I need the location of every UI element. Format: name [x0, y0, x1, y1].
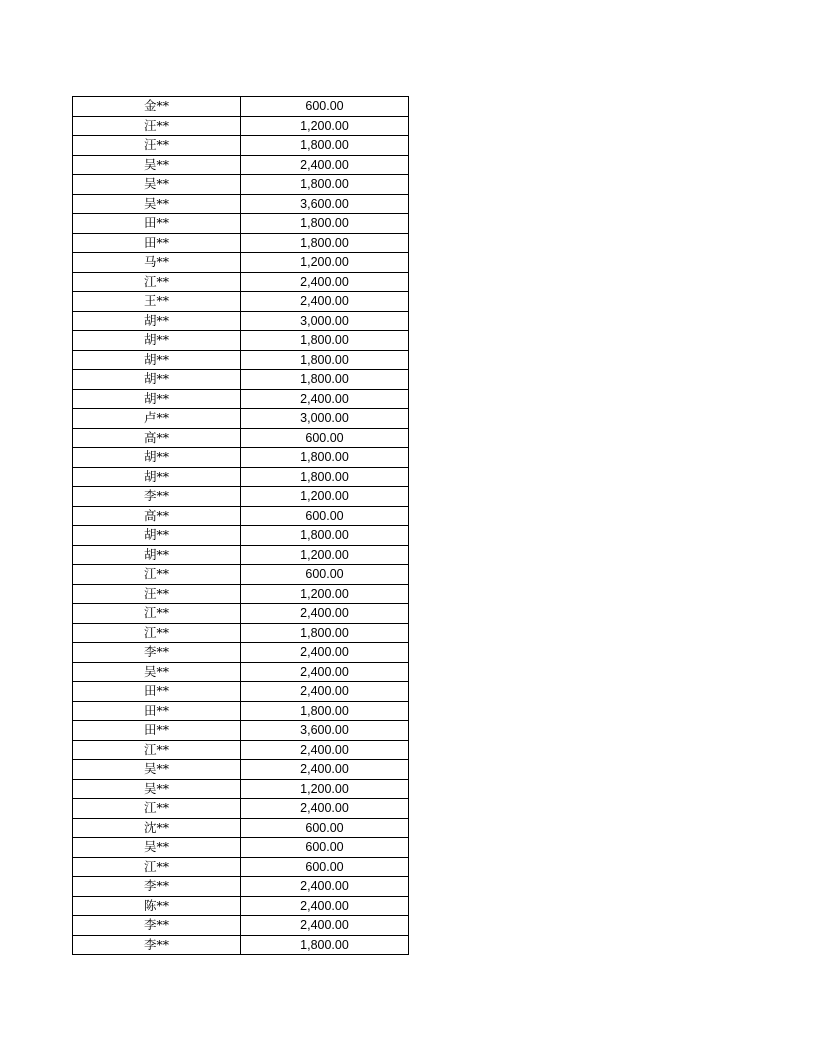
ledger-table [72, 96, 409, 955]
amount-cell: 1,200.00 [241, 779, 409, 799]
table-row [73, 701, 409, 721]
table-row [73, 643, 409, 663]
amount-cell: 3,000.00 [241, 409, 409, 429]
table-row [73, 799, 409, 819]
name-cell: 吴** [73, 194, 241, 214]
name-cell: 李** [73, 877, 241, 897]
table-row [73, 896, 409, 916]
table-row [73, 331, 409, 351]
table-row [73, 389, 409, 409]
table-row [73, 779, 409, 799]
table-row [73, 935, 409, 955]
amount-cell: 2,400.00 [241, 896, 409, 916]
amount-cell: 1,800.00 [241, 935, 409, 955]
name-cell: 吴** [73, 155, 241, 175]
amount-cell: 1,200.00 [241, 116, 409, 136]
amount-cell: 1,800.00 [241, 467, 409, 487]
table-row [73, 818, 409, 838]
amount-cell: 3,600.00 [241, 194, 409, 214]
amount-cell: 1,800.00 [241, 175, 409, 195]
name-cell: 胡** [73, 311, 241, 331]
name-cell: 李** [73, 487, 241, 507]
name-cell: 江** [73, 799, 241, 819]
table-row [73, 623, 409, 643]
table-row [73, 467, 409, 487]
name-cell: 胡** [73, 389, 241, 409]
amount-cell: 2,400.00 [241, 682, 409, 702]
amount-cell: 600.00 [241, 428, 409, 448]
amount-cell: 1,800.00 [241, 448, 409, 468]
name-cell: 胡** [73, 448, 241, 468]
amount-cell: 2,400.00 [241, 389, 409, 409]
amount-cell: 1,800.00 [241, 331, 409, 351]
table-row [73, 916, 409, 936]
table-row [73, 370, 409, 390]
table-row [73, 487, 409, 507]
table-row [73, 311, 409, 331]
table-row [73, 175, 409, 195]
table-row [73, 292, 409, 312]
amount-cell: 1,200.00 [241, 487, 409, 507]
name-cell: 江** [73, 623, 241, 643]
name-cell: 江** [73, 565, 241, 585]
amount-cell: 600.00 [241, 818, 409, 838]
amount-cell: 1,800.00 [241, 136, 409, 156]
name-cell: 江** [73, 604, 241, 624]
amount-cell: 1,800.00 [241, 370, 409, 390]
table-row [73, 233, 409, 253]
amount-cell: 600.00 [241, 857, 409, 877]
name-cell: 汪** [73, 584, 241, 604]
name-cell: 吴** [73, 662, 241, 682]
amount-cell: 2,400.00 [241, 292, 409, 312]
table-row [73, 838, 409, 858]
name-cell: 江** [73, 740, 241, 760]
name-cell: 胡** [73, 526, 241, 546]
name-cell: 胡** [73, 545, 241, 565]
amount-cell: 1,200.00 [241, 545, 409, 565]
amount-cell: 1,800.00 [241, 526, 409, 546]
amount-cell: 600.00 [241, 506, 409, 526]
table-row [73, 136, 409, 156]
amount-cell: 600.00 [241, 97, 409, 117]
amount-cell: 600.00 [241, 838, 409, 858]
name-cell: 陈** [73, 896, 241, 916]
amount-cell: 1,800.00 [241, 701, 409, 721]
name-cell: 胡** [73, 350, 241, 370]
table-row [73, 526, 409, 546]
name-cell: 高** [73, 506, 241, 526]
name-cell: 吴** [73, 838, 241, 858]
amount-cell: 2,400.00 [241, 643, 409, 663]
name-cell: 吴** [73, 779, 241, 799]
amount-cell: 1,800.00 [241, 350, 409, 370]
table-row [73, 350, 409, 370]
name-cell: 卢** [73, 409, 241, 429]
amount-cell: 2,400.00 [241, 877, 409, 897]
table-row [73, 97, 409, 117]
table-row [73, 253, 409, 273]
amount-cell: 3,600.00 [241, 721, 409, 741]
name-cell: 田** [73, 682, 241, 702]
table-row [73, 565, 409, 585]
table-row [73, 857, 409, 877]
table-row [73, 682, 409, 702]
name-cell: 汪** [73, 116, 241, 136]
amount-cell: 1,800.00 [241, 214, 409, 234]
amount-cell: 3,000.00 [241, 311, 409, 331]
amount-cell: 2,400.00 [241, 662, 409, 682]
amount-cell: 1,200.00 [241, 253, 409, 273]
amount-cell: 2,400.00 [241, 916, 409, 936]
ledger-table-body [73, 97, 409, 955]
table-row [73, 604, 409, 624]
table-row [73, 428, 409, 448]
table-row [73, 740, 409, 760]
name-cell: 胡** [73, 331, 241, 351]
table-row [73, 506, 409, 526]
amount-cell: 2,400.00 [241, 604, 409, 624]
table-row [73, 662, 409, 682]
name-cell: 吴** [73, 175, 241, 195]
amount-cell: 2,400.00 [241, 760, 409, 780]
amount-cell: 600.00 [241, 565, 409, 585]
amount-cell: 2,400.00 [241, 155, 409, 175]
amount-cell: 2,400.00 [241, 740, 409, 760]
table-row [73, 448, 409, 468]
amount-cell: 1,800.00 [241, 623, 409, 643]
table-row [73, 214, 409, 234]
name-cell: 田** [73, 233, 241, 253]
name-cell: 胡** [73, 467, 241, 487]
name-cell: 马** [73, 253, 241, 273]
table-row [73, 877, 409, 897]
amount-cell: 1,800.00 [241, 233, 409, 253]
name-cell: 田** [73, 701, 241, 721]
amount-cell: 1,200.00 [241, 584, 409, 604]
table-row [73, 545, 409, 565]
name-cell: 江** [73, 857, 241, 877]
table-row [73, 155, 409, 175]
name-cell: 胡** [73, 370, 241, 390]
amount-cell: 2,400.00 [241, 799, 409, 819]
name-cell: 李** [73, 643, 241, 663]
table-row [73, 116, 409, 136]
name-cell: 王** [73, 292, 241, 312]
name-cell: 田** [73, 721, 241, 741]
name-cell: 吴** [73, 760, 241, 780]
table-row [73, 584, 409, 604]
name-cell: 江** [73, 272, 241, 292]
table-row [73, 409, 409, 429]
table-row [73, 721, 409, 741]
table-row [73, 194, 409, 214]
name-cell: 李** [73, 935, 241, 955]
amount-cell: 2,400.00 [241, 272, 409, 292]
name-cell: 田** [73, 214, 241, 234]
name-cell: 汪** [73, 136, 241, 156]
name-cell: 李** [73, 916, 241, 936]
name-cell: 沈** [73, 818, 241, 838]
name-cell: 高** [73, 428, 241, 448]
name-cell: 金** [73, 97, 241, 117]
table-row [73, 272, 409, 292]
table-row [73, 760, 409, 780]
